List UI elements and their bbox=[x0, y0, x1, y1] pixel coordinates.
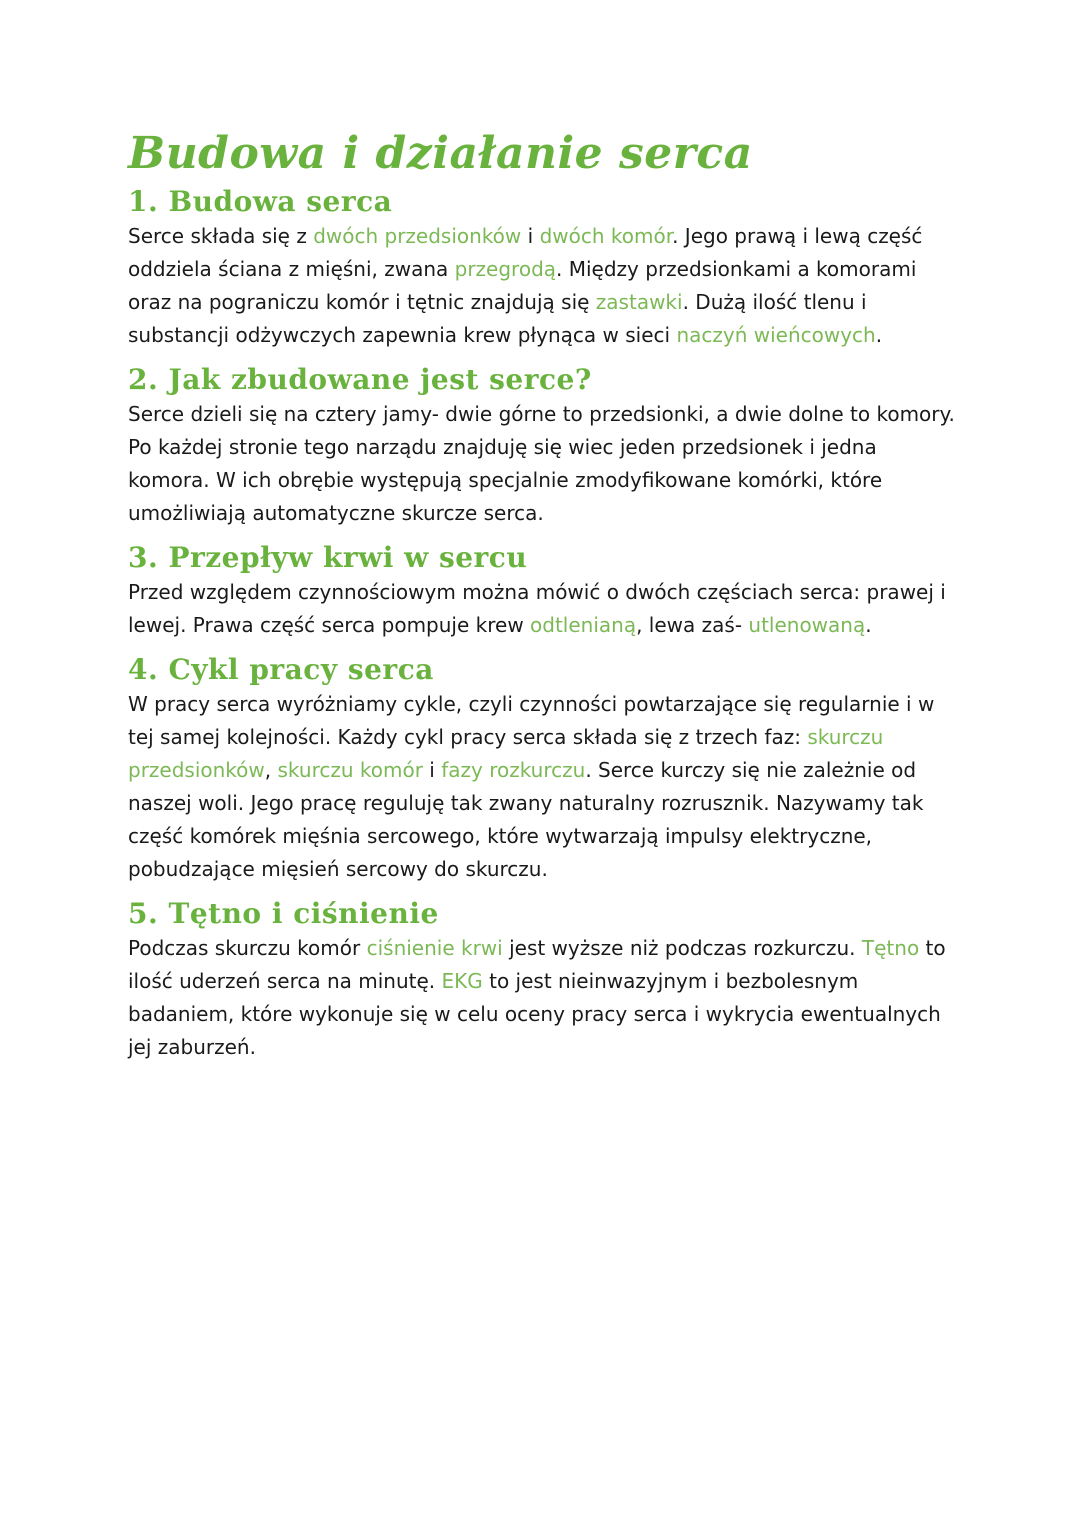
section-heading: 4. Cykl pracy serca bbox=[128, 653, 434, 686]
highlighted-term: fazy rozkurczu bbox=[441, 758, 586, 782]
section-cykl-pracy bbox=[128, 652, 958, 886]
document-page bbox=[128, 128, 958, 1064]
section-heading: 2. Jak zbudowane jest serce? bbox=[128, 363, 592, 396]
text-run: i bbox=[521, 224, 540, 248]
text-run: Przed względem czynnościowym można mówić o dwóch częściach serca: prawej i lewej. Prawa część serca pompuje krew bbox=[128, 580, 946, 637]
text-run: Serce dzieli się na cztery jamy- dwie górne to przedsionki, a dwie dolne to komory. Po każdej stronie tego narządu znajduję się wiec jeden przedsionek i jedna komora. W ich obrębie występują specjalnie zmodyfikowane komórki, które umożliwiają automatyczne skurcze serca. bbox=[128, 402, 955, 525]
section-paragraph bbox=[128, 398, 958, 530]
section-paragraph bbox=[128, 576, 958, 642]
section-budowa-serca bbox=[128, 184, 958, 352]
section-paragraph bbox=[128, 688, 958, 886]
highlighted-term: dwóch komór bbox=[539, 224, 673, 248]
highlighted-term: zastawki bbox=[595, 290, 683, 314]
text-run: , bbox=[264, 758, 278, 782]
text-run: to ilość uderzeń serca na minutę. bbox=[128, 936, 946, 993]
text-run: Serce składa się z bbox=[128, 224, 314, 248]
text-run: to jest nieinwazyjnym i bezbolesnym badaniem, które wykonuje się w celu oceny pracy serca i wykrycia ewentualnych jej zaburzeń. bbox=[128, 969, 941, 1059]
text-run: jest wyższe niż podczas rozkurczu. bbox=[502, 936, 862, 960]
text-run: Podczas skurczu komór bbox=[128, 936, 367, 960]
section-jak-zbudowane bbox=[128, 362, 958, 530]
highlighted-term: przegrodą bbox=[454, 257, 557, 281]
highlighted-term: Tętno bbox=[861, 936, 920, 960]
highlighted-term: naczyń wieńcowych bbox=[676, 323, 876, 347]
text-run: , lewa zaś- bbox=[636, 613, 749, 637]
text-run: . Między przedsionkami a komorami oraz na pograniczu komór i tętnic znajdują się bbox=[128, 257, 917, 314]
document-title: Budowa i działanie serca bbox=[128, 128, 753, 179]
highlighted-term: EKG bbox=[441, 969, 483, 993]
section-paragraph bbox=[128, 932, 958, 1064]
text-run: . Dużą ilość tlenu i substancji odżywczych zapewnia krew płynąca w sieci bbox=[128, 290, 867, 347]
text-run: i bbox=[422, 758, 442, 782]
highlighted-term: odtlenianą bbox=[530, 613, 637, 637]
section-heading: 5. Tętno i ciśnienie bbox=[128, 897, 439, 930]
highlighted-term: ciśnienie krwi bbox=[366, 936, 503, 960]
section-heading: 1. Budowa serca bbox=[128, 185, 393, 218]
highlighted-term: skurczu komór bbox=[277, 758, 423, 782]
text-run: . Serce kurczy się nie zależnie od naszej woli. Jego pracę reguluję tak zwany naturalny rozrusznik. Nazywamy tak część komórek mięśnia sercowego, które wytwarzają impulsy elektryczne, pobudzające mięsień sercowy do skurczu. bbox=[128, 758, 924, 881]
text-run: . bbox=[875, 323, 883, 347]
section-paragraph bbox=[128, 220, 958, 352]
highlighted-term: skurczu przedsionków bbox=[128, 725, 884, 782]
section-heading: 3. Przepływ krwi w sercu bbox=[128, 541, 528, 574]
text-run: . Jego prawą i lewą część oddziela ściana z mięśni, zwana bbox=[128, 224, 923, 281]
highlighted-term: dwóch przedsionków bbox=[313, 224, 522, 248]
section-przeplyw-krwi bbox=[128, 540, 958, 642]
section-tetno-cisnienie bbox=[128, 896, 958, 1064]
text-run: W pracy serca wyróżniamy cykle, czyli czynności powtarzające się regularnie i w tej samej kolejności. Każdy cykl pracy serca składa się z trzech faz: bbox=[128, 692, 935, 749]
highlighted-term: utlenowaną bbox=[748, 613, 866, 637]
text-run: . bbox=[865, 613, 872, 637]
